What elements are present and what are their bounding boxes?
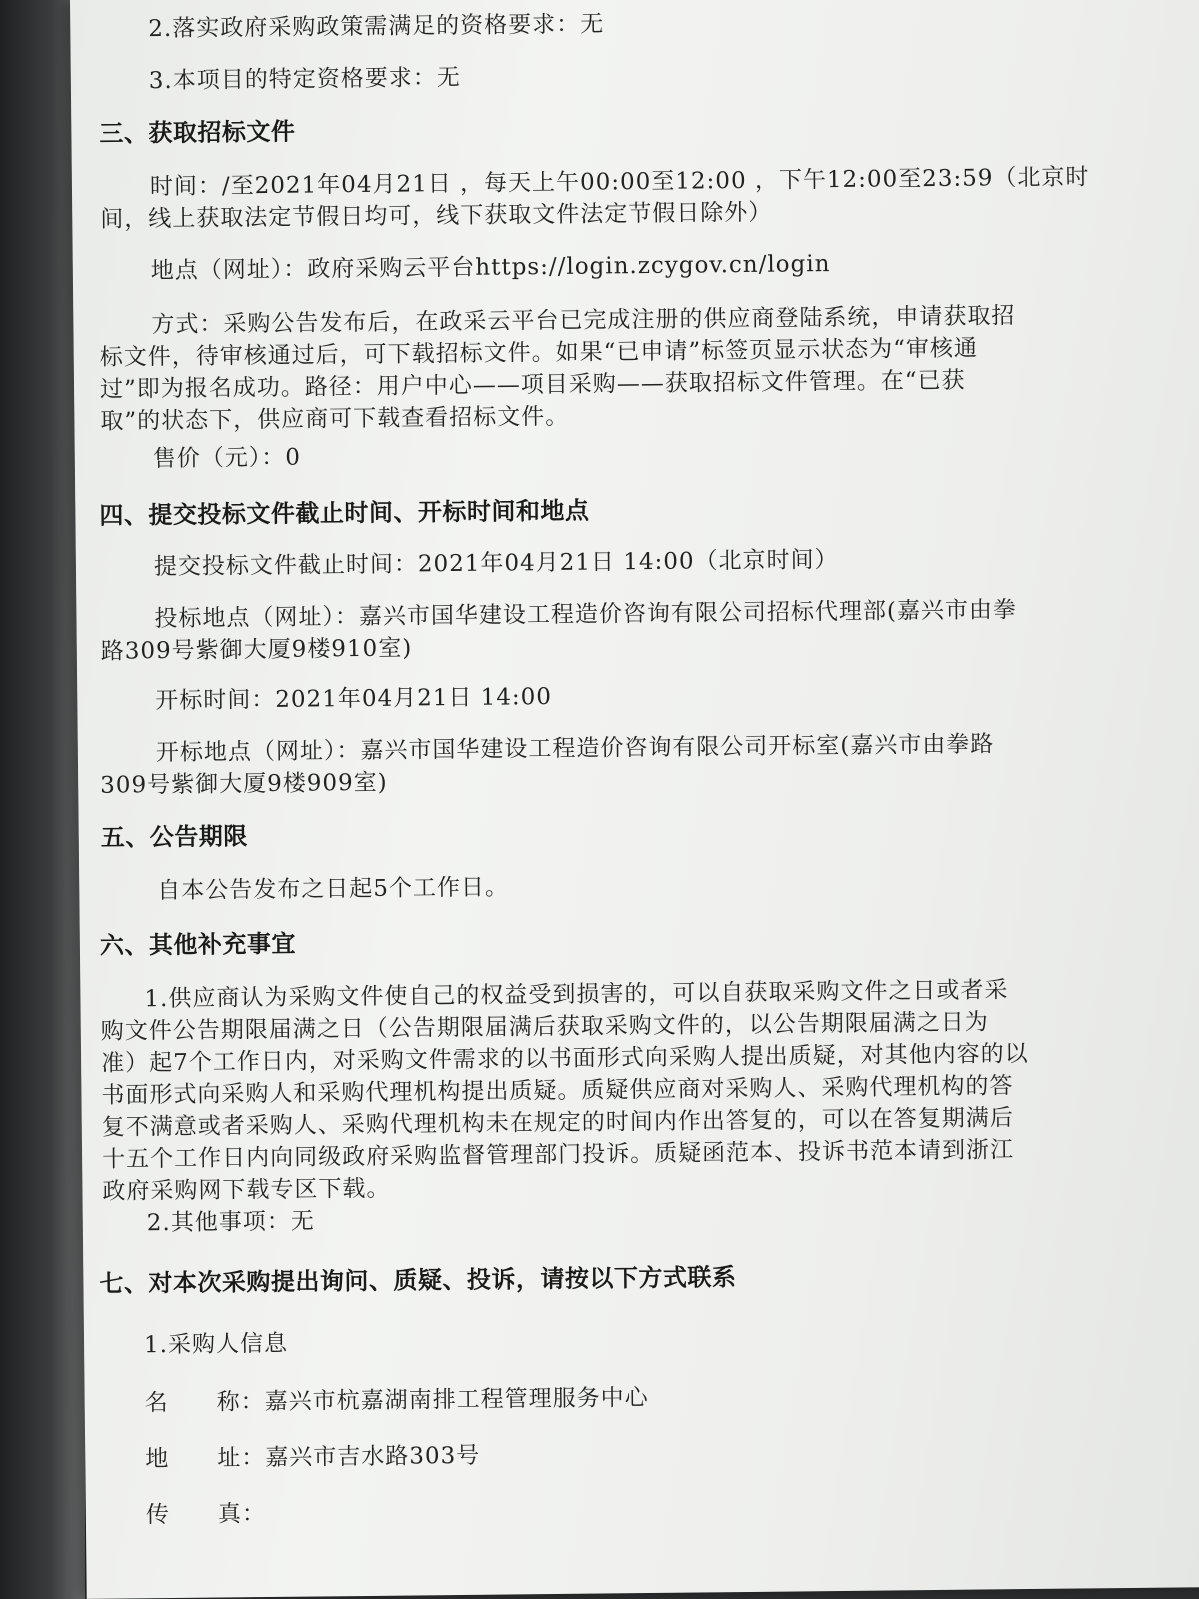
section-heading: 四、提交投标文件截止时间、开标时间和地点 <box>99 495 590 530</box>
text-line: 过”即为报名成功。路径：用户中心——项目采购——获取招标文件管理。在“已获 <box>99 367 966 403</box>
text-line: 准）起7个工作日内，对采购文件需求的以书面形式向采购人提出质疑，对其他内容的以 <box>101 1041 1029 1077</box>
section-heading: 六、其他补充事宜 <box>99 928 297 960</box>
section-heading: 七、对本次采购提出询问、质疑、投诉，请按以下方式联系 <box>99 1262 737 1298</box>
text-line: 2.落实政府采购政策需满足的资格要求：无 <box>148 11 605 43</box>
text-line: 开标地点（网址）：嘉兴市国华建设工程造价咨询有限公司开标室(嘉兴市由拳路 <box>155 731 995 767</box>
text-line: 复不满意或者采购人、采购代理机构未在规定的时间内作出答复的，可以在答复期满后 <box>101 1105 1014 1141</box>
section-heading: 三、获取招标文件 <box>99 116 296 148</box>
section-heading: 五、公告期限 <box>100 821 248 852</box>
text-line: 间，线上获取法定节假日均可，线下获取文件法定节假日除外） <box>100 199 773 233</box>
text-line: 2.其他事项：无 <box>146 1208 315 1237</box>
text-line: 十五个工作日内向同级政府采购监督管理部门投诉。质疑函范本、投诉书范本请到浙江 <box>102 1137 1015 1173</box>
text-line: 投标地点（网址）：嘉兴市国华建设工程造价咨询有限公司招标代理部(嘉兴市由拳 <box>154 597 1018 633</box>
text-line: 书面形式向采购人和采购代理机构提出质疑。质疑供应商对采购人、采购代理机构的答 <box>101 1073 1014 1109</box>
text-line: 开标时间：2021年04月21日 14:00 <box>155 683 553 715</box>
text-line: 地 址：嘉兴市吉水路303号 <box>145 1442 481 1473</box>
text-line: 方式：采购公告发布后，在政采云平台已完成注册的供应商登陆系统，申请获取招 <box>151 303 1016 339</box>
text-line: 提交投标文件截止时间：2021年04月21日 14:00（北京时间） <box>153 546 839 581</box>
text-line: 3.本项目的特定资格要求：无 <box>148 64 461 95</box>
text-line: 名 称：嘉兴市杭嘉湖南排工程管理服务中心 <box>144 1385 649 1417</box>
text-line: 传 真： <box>145 1501 267 1529</box>
text-line: 1.采购人信息 <box>143 1330 289 1359</box>
text-line: 地点（网址）：政府采购云平台https://login.zcygov.cn/login <box>150 251 831 285</box>
text-line: 购文件公告期限届满之日（公告期限届满后获取采购文件的，以公告期限届满之日为 <box>100 1009 989 1045</box>
text-line: 售价（元）：0 <box>152 444 302 473</box>
text-line: 取”的状态下，供应商可下载查看招标文件。 <box>100 403 570 435</box>
text-line: 时间：/至2021年04月21日 ，每天上午00:00至12:00 ，下午12:00至23:59（北京时 <box>149 164 1090 201</box>
text-line: 1.供应商认为采购文件使自己的权益受到损害的，可以自获取采购文件之日或者采 <box>144 977 1009 1013</box>
text-line: 309号紫御大厦9楼909室) <box>100 769 388 799</box>
text-line: 政府采购网下载专区下载。 <box>102 1175 391 1205</box>
document-page <box>70 0 1199 1599</box>
text-line: 自本公告发布之日起5个工作日。 <box>157 874 510 905</box>
text-line: 路309号紫御大厦9楼910室) <box>100 635 413 665</box>
text-line: 标文件，待审核通过后，可下载招标文件。如果“已申请”标签页显示状态为“审核通 <box>99 335 979 371</box>
